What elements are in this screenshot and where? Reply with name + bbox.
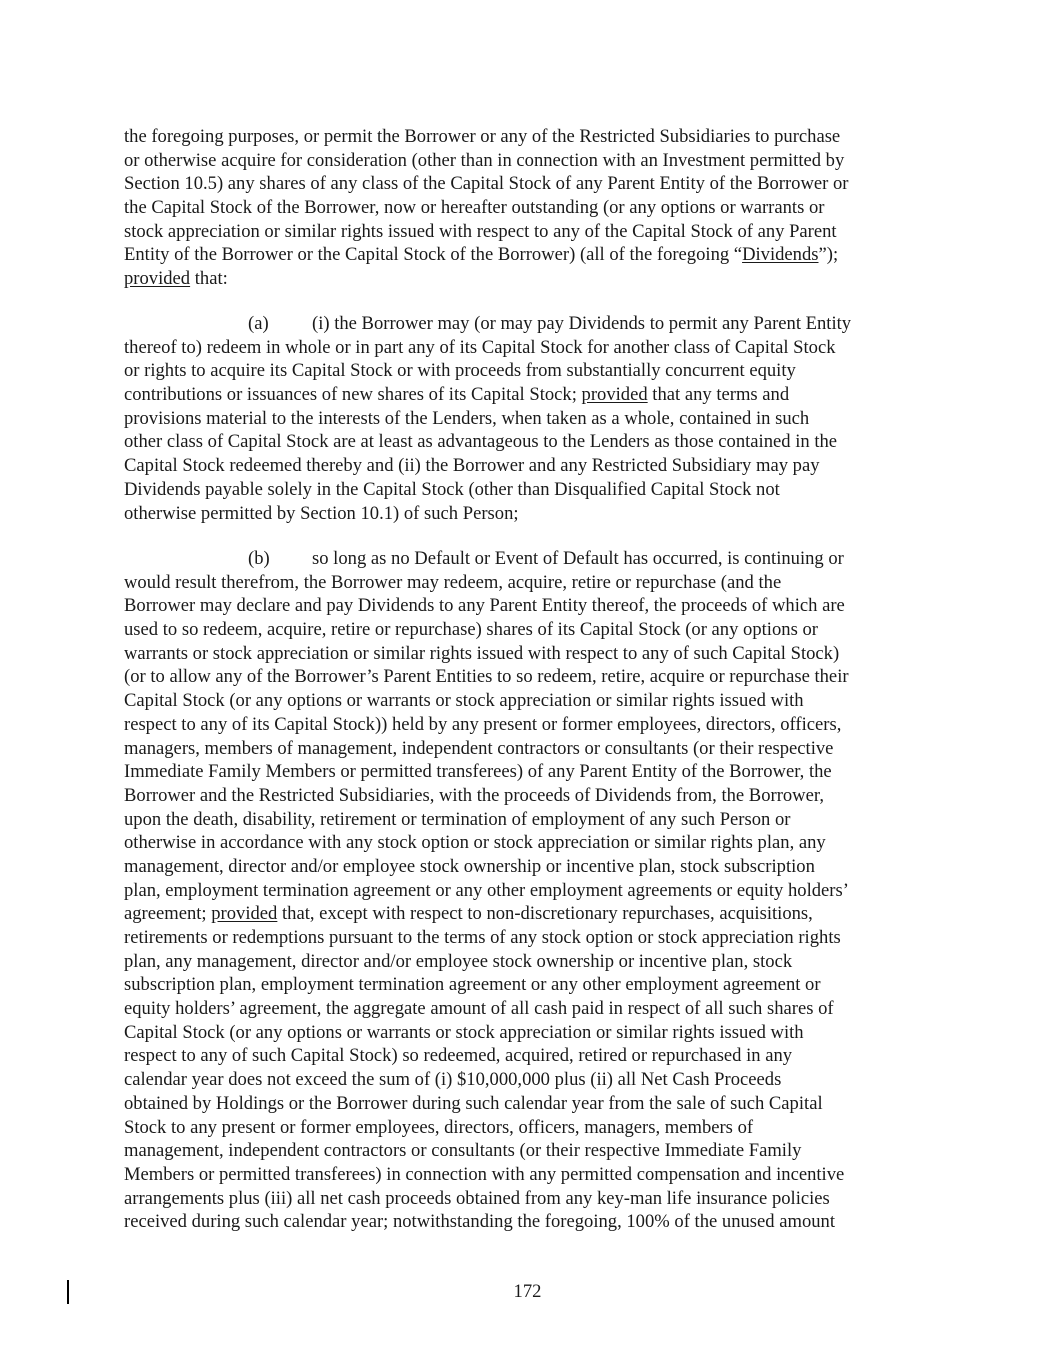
text-line xyxy=(124,243,924,267)
text-segment: that, except with respect to non-discretionary repurchases, acquisitions, xyxy=(277,903,813,925)
text-segment: so long as no Default or Event of Default has occurred, is continuing or xyxy=(312,548,844,569)
text-line: management, independent contractors or consultants (or their respective Immediate Family xyxy=(124,1140,802,1162)
text-line: would result therefrom, the Borrower may redeem, acquire, retire or repurchase (and the xyxy=(124,571,782,593)
provided-term: provided xyxy=(581,384,648,406)
text-line: equity holders’ agreement, the aggregate amount of all cash paid in respect of all such shares of xyxy=(124,998,834,1020)
text-line: retirements or redemptions pursuant to the terms of any stock option or stock appreciation rights xyxy=(124,927,841,948)
text-line: received during such calendar year; notwithstanding the foregoing, 100% of the unused amount xyxy=(124,1211,836,1233)
clause-a-label: (a) xyxy=(248,313,269,334)
text-line: plan, employment termination agreement or any other employment agreements or equity holders’ xyxy=(124,879,849,901)
text-line: used to so redeem, acquire, retire or repurchase) shares of its Capital Stock (or any options or xyxy=(124,619,818,641)
text-segment: that: xyxy=(190,268,228,290)
text-line: or otherwise acquire for consideration (other than in connection with an Investment permitted by xyxy=(124,149,845,171)
page-number: 172 xyxy=(513,1281,542,1302)
text-line: Section 10.5) any shares of any class of the Capital Stock of any Parent Entity of the Borrower or xyxy=(124,173,849,195)
intro-paragraph xyxy=(124,125,924,291)
text-line: Borrower may declare and pay Dividends to any Parent Entity thereof, the proceeds of which are xyxy=(124,595,845,617)
text-segment: that any terms and xyxy=(647,384,790,406)
text-line: subscription plan, employment termination agreement or any other employment agreement or xyxy=(124,974,821,996)
text-line: Capital Stock (or any options or warrants or stock appreciation or similar rights issued with xyxy=(124,690,804,712)
text-segment: ”); xyxy=(818,244,839,266)
text-line: Dividends payable solely in the Capital Stock (other than Disqualified Capital Stock not xyxy=(124,478,780,500)
text-line: respect to any of its Capital Stock)) held by any present or former employees, directors, officers, xyxy=(124,713,842,735)
text-line: other class of Capital Stock are at least as advantageous to the Lenders as those contained in the xyxy=(124,431,838,453)
text-line xyxy=(124,383,924,407)
text-line: respect to any of such Capital Stock) so redeemed, acquired, retired or repurchased in any xyxy=(124,1045,793,1067)
text-line: warrants or stock appreciation or similar rights issued with respect to any of such Capital Stock) xyxy=(124,642,840,664)
text-line: the Capital Stock of the Borrower, now or hereafter outstanding (or any options or warrants or xyxy=(124,197,825,219)
clause-b xyxy=(124,547,924,1234)
text-segment: Entity of the Borrower or the Capital Stock of the Borrower) (all of the foregoing “ xyxy=(124,244,743,266)
text-line: otherwise permitted by Section 10.1) of such Person; xyxy=(124,502,519,524)
clause-b-first-line xyxy=(124,547,924,571)
text-line xyxy=(124,267,924,291)
text-line: (or to allow any of the Borrower’s Parent Entities to so redeem, retire, acquire or repurchase their xyxy=(124,666,849,688)
clause-a-first-line xyxy=(124,312,924,336)
text-line: Capital Stock (or any options or warrants or stock appreciation or similar rights issued with xyxy=(124,1021,804,1043)
provided-term: provided xyxy=(124,268,191,290)
text-line: management, director and/or employee stock ownership or incentive plan, stock subscription xyxy=(124,855,815,877)
text-line: arrangements plus (iii) all net cash proceeds obtained from any key-man life insurance policies xyxy=(124,1187,830,1209)
text-line: calendar year does not exceed the sum of (i) $10,000,000 plus (ii) all Net Cash Proceeds xyxy=(124,1069,782,1091)
text-line: Immediate Family Members or permitted transferees) of any Parent Entity of the Borrower, the xyxy=(124,761,832,783)
text-line: upon the death, disability, retirement or termination of employment of any such Person or xyxy=(124,808,791,830)
text-line xyxy=(124,902,924,926)
clause-b-label: (b) xyxy=(248,548,270,569)
text-line: Members or permitted transferees) in connection with any permitted compensation and incentive xyxy=(124,1163,845,1185)
text-line: thereof to) redeem in whole or in part any of its Capital Stock for another class of Capital Stock xyxy=(124,336,836,358)
defined-term-dividends: Dividends xyxy=(742,244,819,266)
text-line: stock appreciation or similar rights issued with respect to any of the Capital Stock of any Parent xyxy=(124,220,837,242)
text-line: obtained by Holdings or the Borrower during such calendar year from the sale of such Capital xyxy=(124,1092,823,1114)
text-line: provisions material to the interests of the Lenders, when taken as a whole, contained in such xyxy=(124,407,810,429)
text-line: Stock to any present or former employees, directors, officers, managers, members of xyxy=(124,1116,754,1138)
text-segment: (i) the Borrower may (or may pay Dividends to permit any Parent Entity xyxy=(312,313,852,334)
text-segment: agreement; xyxy=(124,903,212,925)
text-line: the foregoing purposes, or permit the Borrower or any of the Restricted Subsidiaries to purchase xyxy=(124,126,841,147)
text-line: Borrower and the Restricted Subsidiaries, with the proceeds of Dividends from, the Borrower, xyxy=(124,784,824,806)
text-line: or rights to acquire its Capital Stock or with proceeds from substantially concurrent equity xyxy=(124,360,796,382)
text-line: managers, members of management, independent contractors or consultants (or their respective xyxy=(124,737,834,759)
text-line: plan, any management, director and/or employee stock ownership or incentive plan, stock xyxy=(124,950,793,972)
text-line: otherwise in accordance with any stock option or stock appreciation or similar rights plan, any xyxy=(124,832,826,854)
clause-a xyxy=(124,312,924,525)
text-line: Capital Stock redeemed thereby and (ii) the Borrower and any Restricted Subsidiary may pay xyxy=(124,455,820,477)
text-segment: contributions or issuances of new shares of its Capital Stock; xyxy=(124,384,582,406)
provided-term: provided xyxy=(211,903,278,925)
